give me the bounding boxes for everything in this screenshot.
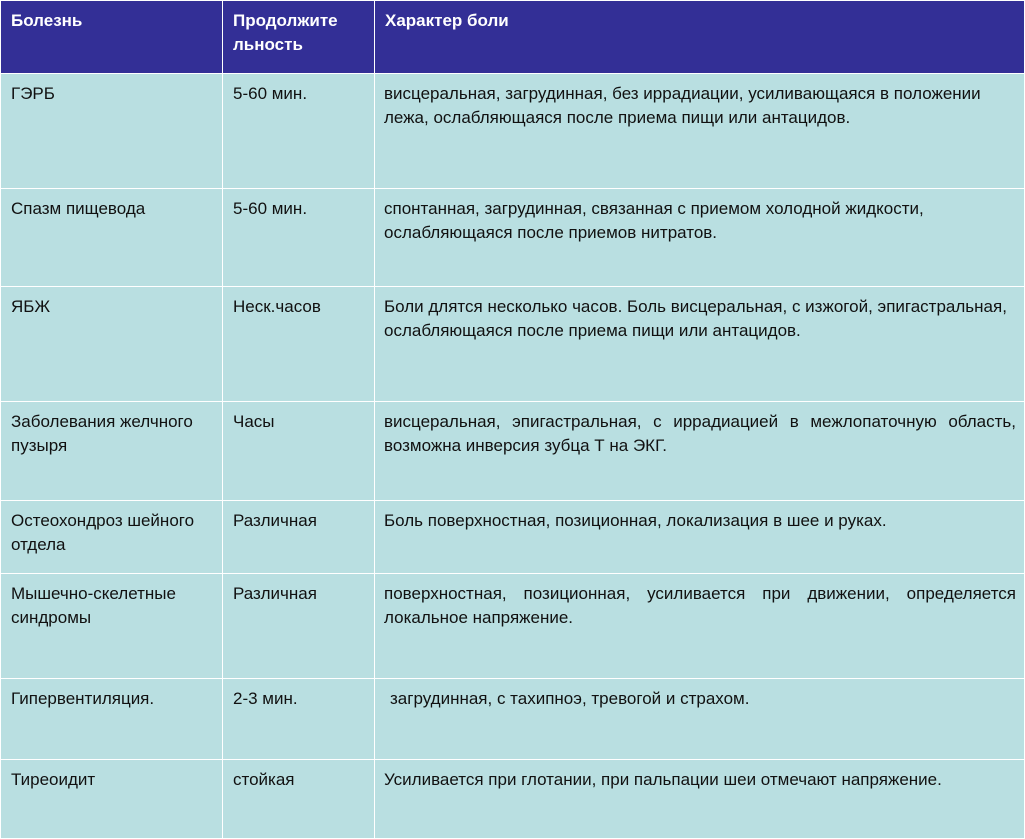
duration-cell: 2-3 мин. bbox=[223, 679, 375, 760]
duration-cell: Различная bbox=[223, 574, 375, 679]
table-row bbox=[1, 501, 1025, 574]
header-disease: Болезнь bbox=[1, 1, 223, 74]
table-row bbox=[1, 679, 1025, 760]
header-pain-character: Характер боли bbox=[375, 1, 1025, 74]
pain-cell: поверхностная, позиционная, усиливается при движении, определяется локальное напряжение. bbox=[375, 574, 1025, 679]
table-row bbox=[1, 287, 1025, 402]
duration-cell: Неск.часов bbox=[223, 287, 375, 402]
duration-cell: Часы bbox=[223, 402, 375, 501]
table-row bbox=[1, 760, 1025, 839]
duration-cell: Различная bbox=[223, 501, 375, 574]
disease-cell: Заболевания желчного пузыря bbox=[1, 402, 223, 501]
disease-cell: ЯБЖ bbox=[1, 287, 223, 402]
disease-cell: ГЭРБ bbox=[1, 74, 223, 189]
pain-cell: висцеральная, эпигастральная, с иррадиацией в межлопаточную область, возможна инверсия зубца Т на ЭКГ. bbox=[375, 402, 1025, 501]
pain-text: загрудинная, с тахипноэ, тревогой и страхом. bbox=[390, 689, 750, 708]
pain-cell: Боли длятся несколько часов. Боль висцеральная, с изжогой, эпигастральная, ослабляющаяся после приема пищи или антацидов. bbox=[375, 287, 1025, 402]
table-row bbox=[1, 574, 1025, 679]
pain-cell bbox=[375, 679, 1025, 760]
disease-cell: Мышечно-скелетные синдромы bbox=[1, 574, 223, 679]
disease-cell: Тиреоидит bbox=[1, 760, 223, 839]
table-row bbox=[1, 402, 1025, 501]
disease-cell: Остеохондроз шейного отдела bbox=[1, 501, 223, 574]
duration-cell: 5-60 мин. bbox=[223, 74, 375, 189]
disease-cell: Гипервентиляция. bbox=[1, 679, 223, 760]
table-header-row bbox=[1, 1, 1025, 74]
pain-cell: Боль поверхностная, позиционная, локализация в шее и руках. bbox=[375, 501, 1025, 574]
disease-cell: Спазм пищевода bbox=[1, 189, 223, 287]
pain-cell: висцеральная, загрудинная, без иррадиации, усиливающаяся в положении лежа, ослабляющаяся после приема пищи или антацидов. bbox=[375, 74, 1025, 189]
pain-cell: Усиливается при глотании, при пальпации шеи отмечают напряжение. bbox=[375, 760, 1025, 839]
duration-cell: стойкая bbox=[223, 760, 375, 839]
table-row bbox=[1, 189, 1025, 287]
pain-cell: спонтанная, загрудинная, связанная с приемом холодной жидкости, ослабляющаяся после приемов нитратов. bbox=[375, 189, 1025, 287]
table-row bbox=[1, 74, 1025, 189]
duration-cell: 5-60 мин. bbox=[223, 189, 375, 287]
header-duration: Продолжите льность bbox=[223, 1, 375, 74]
